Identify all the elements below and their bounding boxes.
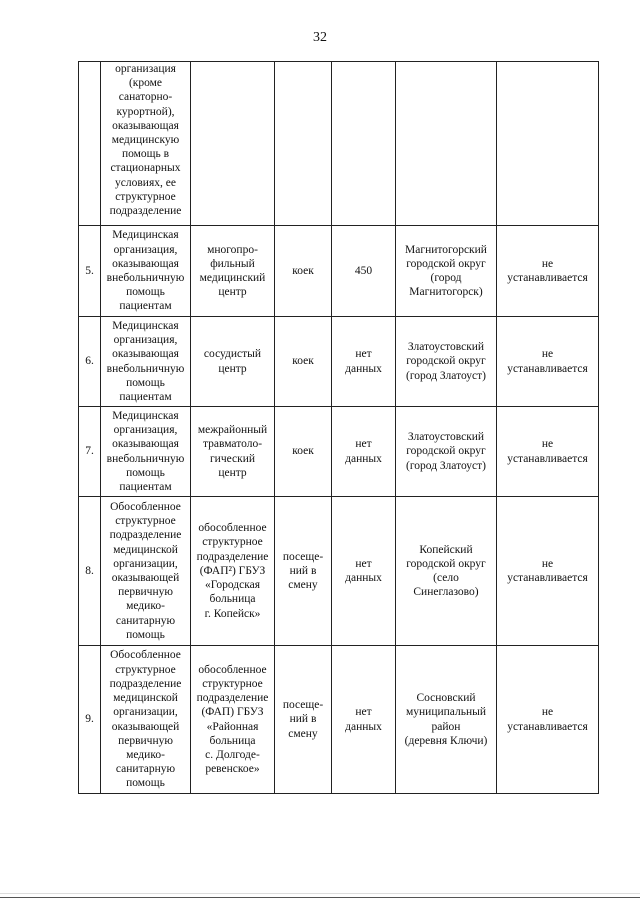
facilities-table [78,61,599,794]
table-row [79,317,599,407]
unit-cell: посеще- ний в смену [275,497,332,646]
location-cell: Копейский городской округ (село Синеглазово) [396,497,497,646]
table-row [79,497,599,646]
row-number: 5. [79,226,101,317]
limit-cell: не устанавливается [497,407,599,497]
location-cell: Магнитогорский городской округ (город Магнитогорск) [396,226,497,317]
facility-cell: сосудистый центр [191,317,275,407]
value-cell [332,62,396,226]
page-bottom-rule [0,897,640,898]
value-cell: нет данных [332,497,396,646]
scan-edge [0,893,640,894]
unit-cell: коек [275,407,332,497]
location-cell: Златоустовский городской округ (город Златоуст) [396,317,497,407]
location-cell [396,62,497,226]
row-number: 8. [79,497,101,646]
value-cell: нет данных [332,407,396,497]
page-number: 32 [313,30,327,45]
row-number [79,62,101,226]
table-row [79,226,599,317]
value-cell: 450 [332,226,396,317]
organization-type-cell: Медицинская организация, оказывающая внебольничную помощь пациентам [101,226,191,317]
organization-type-cell: Медицинская организация, оказывающая внебольничную помощь пациентам [101,317,191,407]
row-number: 6. [79,317,101,407]
organization-type-cell: Обособленное структурное подразделение медицинской организации, оказывающей первичную медико- санитарную помощь [101,646,191,794]
organization-type-cell: Медицинская организация, оказывающая внебольничную помощь пациентам [101,407,191,497]
organization-type-cell: Обособленное структурное подразделение медицинской организации, оказывающей первичную медико- санитарную помощь [101,497,191,646]
table-row [79,407,599,497]
row-number: 9. [79,646,101,794]
facility-cell: межрайонный травматоло- гический центр [191,407,275,497]
location-cell: Сосновский муниципальный район (деревня Ключи) [396,646,497,794]
facility-cell: обособленное структурное подразделение (ФАП²) ГБУЗ «Городская больница г. Копейск» [191,497,275,646]
unit-cell: коек [275,317,332,407]
table-row [79,62,599,226]
limit-cell: не устанавливается [497,317,599,407]
facility-cell: обособленное структурное подразделение (ФАП) ГБУЗ «Районная больница с. Долгоде- ревенское» [191,646,275,794]
table-row [79,646,599,794]
limit-cell: не устанавливается [497,497,599,646]
facility-cell: многопро- фильный медицинский центр [191,226,275,317]
limit-cell: не устанавливается [497,226,599,317]
unit-cell: посеще- ний в смену [275,646,332,794]
value-cell: нет данных [332,646,396,794]
limit-cell [497,62,599,226]
organization-type-cell: организация (кроме санаторно- курортной), оказывающая медицинскую помощь в стационарных условиях, ее структурное подразделение [101,62,191,226]
facility-cell [191,62,275,226]
value-cell: нет данных [332,317,396,407]
unit-cell: коек [275,226,332,317]
unit-cell [275,62,332,226]
row-number: 7. [79,407,101,497]
limit-cell: не устанавливается [497,646,599,794]
location-cell: Златоустовский городской округ (город Златоуст) [396,407,497,497]
